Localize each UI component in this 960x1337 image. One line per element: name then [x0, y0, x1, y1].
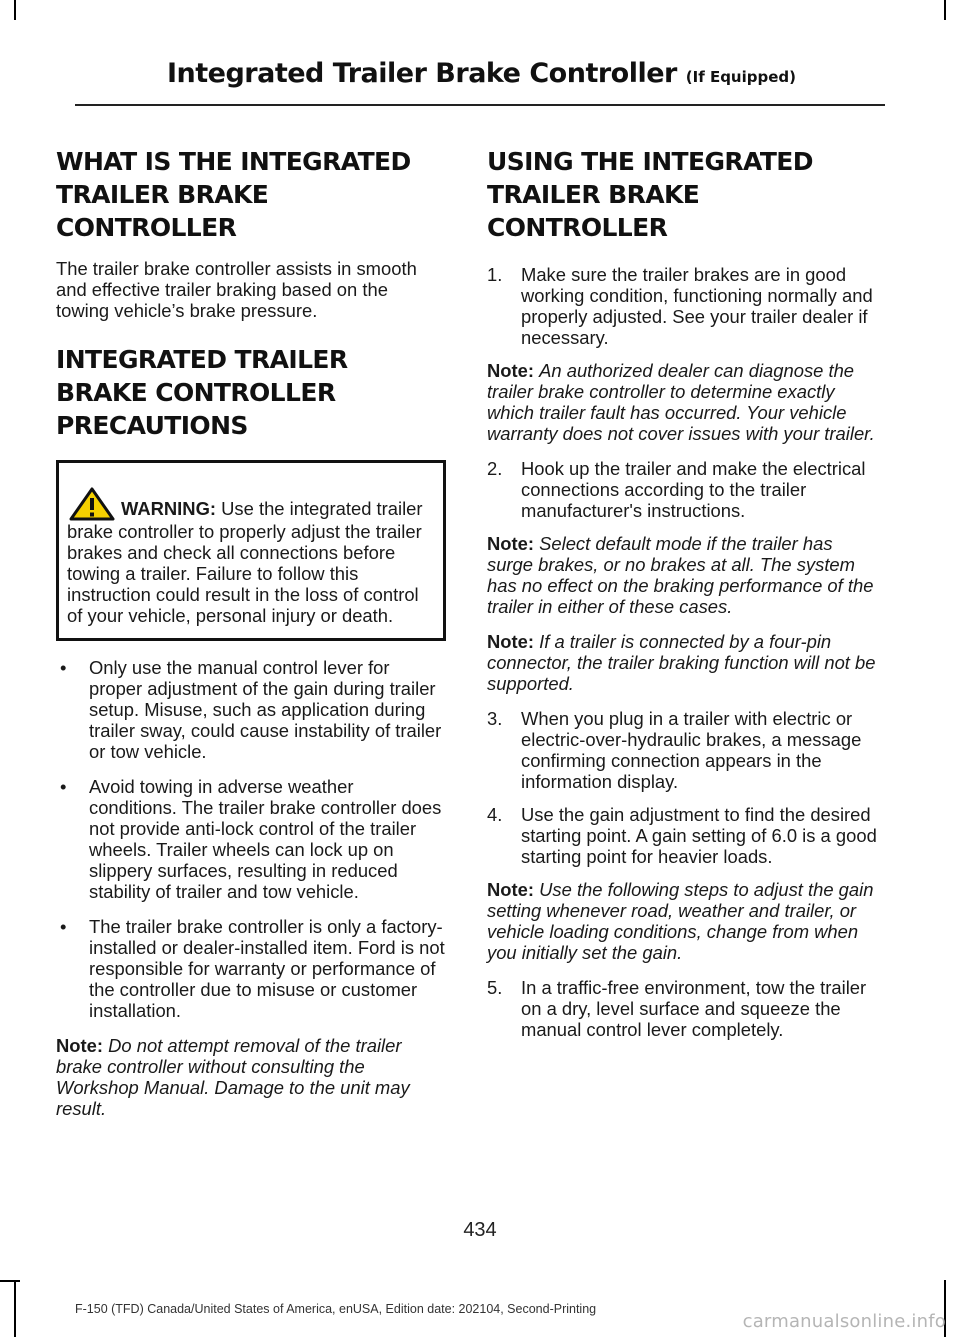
step-text: In a traffic-free environment, tow the trailer on a dry, level surface and squeeze the manual control lever completely. [521, 977, 867, 1040]
warning-box [56, 460, 446, 641]
note-label: Note: [487, 879, 534, 900]
note-removal [56, 1035, 446, 1119]
note-adjust-gain [487, 879, 877, 963]
watermark: carmanualsonline.info [742, 1311, 946, 1332]
step-1 [487, 264, 877, 348]
step-text: When you plug in a trailer with electric or electric-over-hydraulic brakes, a message confirming connection appears in the information display. [521, 708, 862, 792]
list-item-text: Avoid towing in adverse weather conditions. The trailer brake controller does not provide anti-lock control of the trailer wheels. Trailer wheels can lock up on slippery surfaces, resulting in reduced stability of trailer and tow vehicle. [89, 776, 442, 902]
precautions-list [56, 657, 446, 1021]
section-heading-what-is: WHAT IS THE INTEGRATED TRAILER BRAKE CONTROLLER [56, 147, 411, 242]
step-text: Hook up the trailer and make the electrical connections according to the trailer manufacturer's instructions. [521, 458, 866, 521]
section-heading-using: USING THE INTEGRATED TRAILER BRAKE CONTROLLER [487, 147, 813, 242]
header-divider [75, 104, 885, 106]
steps-list-a [487, 264, 877, 348]
step-4 [487, 804, 877, 867]
crop-mark-top-left-vertical [14, 0, 16, 20]
list-item-text: Only use the manual control lever for proper adjustment of the gain during trailer setup. Misuse, such as application during trailer sway, could cause instability of trailer or tow vehicle. [89, 657, 442, 762]
list-item-text: The trailer brake controller is only a factory-installed or dealer-installed item. Ford is not responsible for warranty or performance of the controller due to misuse or customer installation. [89, 916, 445, 1021]
step-5 [487, 977, 877, 1040]
step-number: 4. [487, 804, 503, 825]
note-dealer-diagnose [487, 360, 877, 444]
note-label: Note: [487, 533, 534, 554]
step-text: Make sure the trailer brakes are in good working condition, functioning normally and properly adjusted. See your trailer dealer if necessary. [521, 264, 873, 348]
page-number: 434 [463, 1219, 497, 1241]
header-title-text: Integrated Trailer Brake Controller [166, 58, 677, 89]
list-item: • Avoid towing in adverse weather conditions. The trailer brake controller does not provide anti-lock control of the trailer wheels. Trailer wheels can lock up on slippery surfaces, resulting in reduced stability of trailer and tow vehicle. [60, 776, 442, 902]
note-text: Select default mode if the trailer has surge brakes, or no brakes at all. The system has no effect on the braking performance of the trailer in either of these cases. [487, 533, 874, 617]
note-text: Use the following steps to adjust the gain setting whenever road, weather and trailer, or vehicle loading conditions, change from when you initially set the gain. [487, 879, 874, 963]
list-item: • Only use the manual control lever for proper adjustment of the gain during trailer setup. Misuse, such as application during trailer sway, could cause instability of trailer or tow vehicle. [60, 657, 442, 762]
list-item: • The trailer brake controller is only a factory-installed or dealer-installed item. Ford is not responsible for warranty or performance of the controller due to misuse or customer installation. [60, 916, 445, 1021]
header-qualifier: (If Equipped) [685, 68, 796, 86]
note-default-mode [487, 533, 877, 617]
steps-list-b [487, 458, 877, 521]
warning-label: WARNING: [121, 498, 217, 519]
step-number: 3. [487, 708, 503, 729]
step-text: Use the gain adjustment to find the desired starting point. A gain setting of 6.0 is a good starting point for heavier loads. [521, 804, 877, 867]
note-label: Note: [56, 1035, 103, 1056]
left-column [56, 145, 446, 1133]
note-text: An authorized dealer can diagnose the trailer brake controller to determine exactly which trailer fault has occurred. Your vehicle warranty does not cover issues with your trailer. [487, 360, 875, 444]
step-number: 2. [487, 458, 503, 479]
note-text: Do not attempt removal of the trailer brake controller without consulting the Workshop Manual. Damage to the unit may result. [56, 1035, 410, 1119]
note-label: Note: [487, 360, 534, 381]
step-number: 1. [487, 264, 503, 285]
step-number: 5. [487, 977, 503, 998]
note-label: Note: [487, 631, 534, 652]
crop-mark-bottom-left-vertical [14, 1280, 16, 1337]
warning-triangle-icon [69, 487, 115, 521]
crop-mark-top-right-vertical [944, 0, 946, 20]
crop-mark-bottom-left-horizontal [0, 1280, 20, 1282]
steps-list-c [487, 708, 877, 867]
note-text: If a trailer is connected by a four-pin connector, the trailer braking function will not be supported. [487, 631, 876, 694]
step-3 [487, 708, 877, 792]
footer-edition: F-150 (TFD) Canada/United States of America, enUSA, Edition date: 202104, Second-Printing [75, 1302, 597, 1316]
note-four-pin [487, 631, 877, 694]
warning-text: Use the integrated trailer brake controller to properly adjust the trailer brakes and check all connections before towing a trailer. Failure to follow this instruction could result in the loss of control of your vehicle, personal injury or death. [67, 498, 423, 626]
step-2 [487, 458, 877, 521]
steps-list-d [487, 977, 877, 1040]
right-column [487, 145, 877, 1052]
intro-paragraph: The trailer brake controller assists in smooth and effective trailer braking based on the towing vehicle’s brake pressure. [56, 258, 417, 321]
section-heading-precautions: INTEGRATED TRAILER BRAKE CONTROLLER PRECAUTIONS [56, 345, 348, 440]
page-header-title [167, 58, 796, 89]
